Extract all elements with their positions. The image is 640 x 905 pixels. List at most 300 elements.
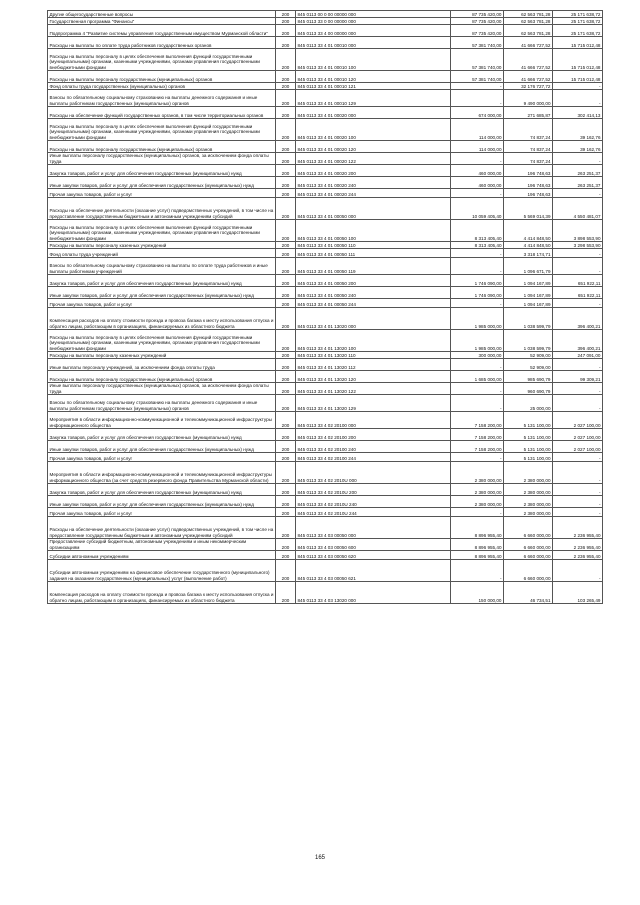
row-code-cell: 200 <box>276 560 296 582</box>
row-approved-cell: 1 985 000,00 <box>451 330 504 352</box>
row-approved-cell: 57 381 740,00 <box>451 37 504 49</box>
row-code-cell: 200 <box>276 242 296 249</box>
row-code-cell: 200 <box>276 258 296 275</box>
row-classification-cell: 845 0113 33 4 01 00050 200 <box>296 275 451 287</box>
row-classification-cell: 845 0113 33 4 01 00050 240 <box>296 287 451 299</box>
table-row <box>48 37 603 49</box>
row-executed-cell: 41 666 727,52 <box>504 71 553 83</box>
table-row <box>48 412 603 429</box>
row-classification-cell: 845 0113 33 4 02 2010U 000 <box>296 462 451 484</box>
row-executed-cell: 74 837,24 <box>504 153 553 165</box>
row-unexecuted-cell: 4 550 481,07 <box>553 198 603 220</box>
row-code-cell: 200 <box>276 37 296 49</box>
row-code-cell: 200 <box>276 18 296 25</box>
row-executed-cell: 2 380 000,00 <box>504 462 553 484</box>
row-approved-cell: 8 313 405,40 <box>451 220 504 242</box>
row-unexecuted-cell: 247 091,00 <box>553 352 603 359</box>
table-row <box>48 371 603 383</box>
row-unexecuted-cell: - <box>553 462 603 484</box>
table-row <box>48 395 603 412</box>
row-unexecuted-cell: - <box>553 484 603 496</box>
row-name-cell: Другие общегосударственные вопросы <box>48 11 276 18</box>
row-name-cell: Расходы на обеспечение деятельности (оказание услуг) подведомственных учреждений, в том числе на предоставление государственным бюджетным и автономным учреждениям субсидий <box>48 517 276 539</box>
row-executed-cell: 46 734,51 <box>504 582 553 604</box>
row-classification-cell: 845 0113 33 4 02 20100 244 <box>296 453 451 462</box>
row-executed-cell: 6 660 000,00 <box>504 517 553 539</box>
row-executed-cell: 2 380 000,00 <box>504 496 553 508</box>
table-row <box>48 275 603 287</box>
row-unexecuted-cell: 99 309,21 <box>553 371 603 383</box>
table-row <box>48 83 603 90</box>
row-executed-cell: 4 414 848,50 <box>504 220 553 242</box>
row-unexecuted-cell: - <box>553 249 603 258</box>
row-approved-cell: - <box>451 560 504 582</box>
row-approved-cell: 1 746 090,00 <box>451 275 504 287</box>
row-unexecuted-cell: 15 715 012,48 <box>553 71 603 83</box>
row-classification-cell: 845 0113 33 4 03 00050 600 <box>296 539 451 551</box>
row-approved-cell: 300 000,00 <box>451 352 504 359</box>
row-code-cell: 200 <box>276 275 296 287</box>
row-classification-cell: 845 0113 33 0 00 00000 000 <box>296 18 451 25</box>
row-approved-cell: 57 381 740,00 <box>451 49 504 71</box>
row-classification-cell: 845 0113 33 4 02 2010U 244 <box>296 508 451 517</box>
table-row <box>48 429 603 441</box>
row-approved-cell: - <box>451 90 504 107</box>
table-row <box>48 453 603 462</box>
row-unexecuted-cell: - <box>553 90 603 107</box>
row-unexecuted-cell: 302 414,13 <box>553 107 603 119</box>
row-executed-cell: 62 563 781,28 <box>504 11 553 18</box>
row-unexecuted-cell: 15 715 012,48 <box>553 37 603 49</box>
row-executed-cell: 1 038 599,79 <box>504 308 553 330</box>
row-classification-cell: 845 0113 33 4 01 00050 244 <box>296 299 451 308</box>
row-executed-cell: 1 094 167,89 <box>504 299 553 308</box>
row-executed-cell: 5 131 100,00 <box>504 429 553 441</box>
row-executed-cell: 74 837,24 <box>504 119 553 141</box>
row-name-cell: Расходы на обеспечение функций государственных органов, в том числе территориальных органов <box>48 107 276 119</box>
table-row <box>48 90 603 107</box>
row-approved-cell: - <box>451 395 504 412</box>
row-executed-cell: 62 563 781,28 <box>504 25 553 37</box>
row-unexecuted-cell: - <box>553 189 603 198</box>
row-code-cell: 200 <box>276 220 296 242</box>
row-code-cell: 200 <box>276 359 296 371</box>
row-unexecuted-cell: 396 400,21 <box>553 330 603 352</box>
table-row <box>48 119 603 141</box>
row-code-cell: 200 <box>276 441 296 453</box>
row-code-cell: 200 <box>276 412 296 429</box>
row-classification-cell: 845 0113 33 4 03 13020 000 <box>296 582 451 604</box>
row-classification-cell: 845 0113 33 4 01 13020 000 <box>296 308 451 330</box>
row-unexecuted-cell: 2 027 100,00 <box>553 441 603 453</box>
row-name-cell: Закупка товаров, работ и услуг для обеспечения государственных (муниципальных) нужд <box>48 165 276 177</box>
row-executed-cell: 5 569 014,39 <box>504 198 553 220</box>
row-name-cell: Расходы на выплаты персоналу государственных (муниципальных) органов <box>48 141 276 153</box>
row-name-cell: Иные выплаты персоналу государственных (муниципальных) органов, за исключением фонда оплаты труда <box>48 383 276 395</box>
table-row <box>48 517 603 539</box>
row-executed-cell: 960 690,79 <box>504 383 553 395</box>
row-name-cell: Субсидии автономным учреждениям на финансовое обеспечение государственного (муниципального) задания на оказание государственных (муниципальных) услуг (выполнение работ) <box>48 560 276 582</box>
row-approved-cell: 7 158 200,00 <box>451 412 504 429</box>
row-name-cell: Фонд оплаты труда государственных (муниципальных) органов <box>48 83 276 90</box>
table-row <box>48 383 603 395</box>
row-classification-cell: 845 0113 33 4 01 00020 200 <box>296 165 451 177</box>
row-executed-cell: 985 690,79 <box>504 371 553 383</box>
row-executed-cell: 52 909,00 <box>504 359 553 371</box>
row-executed-cell: 32 176 727,72 <box>504 83 553 90</box>
table-row <box>48 177 603 189</box>
row-name-cell: Мероприятия в области информационно-коммуникационной и телекоммуникационной инфраструктуры информационного общества <box>48 412 276 429</box>
row-name-cell: Закупка товаров, работ и услуг для обеспечения государственных (муниципальных) нужд <box>48 275 276 287</box>
row-classification-cell: 845 0113 33 4 03 00050 621 <box>296 560 451 582</box>
row-unexecuted-cell: 15 715 012,48 <box>553 49 603 71</box>
row-executed-cell: 2 380 000,00 <box>504 508 553 517</box>
table-row <box>48 25 603 37</box>
row-name-cell: Расходы на выплаты по оплате труда работников государственных органов <box>48 37 276 49</box>
row-approved-cell: 87 735 420,00 <box>451 11 504 18</box>
row-executed-cell: 271 685,87 <box>504 107 553 119</box>
table-row <box>48 141 603 153</box>
table-row <box>48 49 603 71</box>
row-classification-cell: 845 0113 33 4 01 00020 240 <box>296 177 451 189</box>
row-name-cell: Расходы на выплаты персоналу в целях обеспечения выполнения функций государственными (муниципальными) органами, казенными учреждениями, органами управления государственными внебюджетными фондами <box>48 119 276 141</box>
table-row <box>48 484 603 496</box>
row-unexecuted-cell: 2 236 955,40 <box>553 539 603 551</box>
row-code-cell: 200 <box>276 141 296 153</box>
row-name-cell: Мероприятия в области информационно-коммуникационной и телекоммуникационной инфраструктуры информационного общества (за счет средств резервного фонда Правительства Мурманской области) <box>48 462 276 484</box>
row-approved-cell: 8 896 955,40 <box>451 551 504 560</box>
row-classification-cell: 845 0113 33 4 01 13020 120 <box>296 371 451 383</box>
row-unexecuted-cell: 2 027 100,00 <box>553 429 603 441</box>
row-name-cell: Иные закупки товаров, работ и услуг для обеспечения государственных (муниципальных) нужд <box>48 496 276 508</box>
row-approved-cell: 87 735 420,00 <box>451 25 504 37</box>
row-classification-cell: 845 0113 33 4 01 00020 120 <box>296 141 451 153</box>
row-code-cell: 200 <box>276 496 296 508</box>
row-unexecuted-cell: - <box>553 83 603 90</box>
row-classification-cell: 845 0113 33 4 02 2010U 240 <box>296 496 451 508</box>
row-name-cell: Закупка товаров, работ и услуг для обеспечения государственных (муниципальных) нужд <box>48 429 276 441</box>
row-approved-cell: 114 000,00 <box>451 119 504 141</box>
row-unexecuted-cell: 651 922,11 <box>553 275 603 287</box>
row-unexecuted-cell: 25 171 638,72 <box>553 18 603 25</box>
row-executed-cell: 1 096 671,79 <box>504 258 553 275</box>
row-unexecuted-cell: 3 898 553,90 <box>553 220 603 242</box>
row-approved-cell: 460 000,00 <box>451 177 504 189</box>
row-approved-cell: 8 313 405,40 <box>451 242 504 249</box>
table-row <box>48 165 603 177</box>
row-code-cell: 200 <box>276 177 296 189</box>
table-row <box>48 560 603 582</box>
row-name-cell: Предоставление субсидий бюджетным, автономным учреждениям и иным некоммерческим организациям <box>48 539 276 551</box>
row-code-cell: 200 <box>276 198 296 220</box>
row-classification-cell: 845 0113 33 4 01 00050 000 <box>296 198 451 220</box>
row-code-cell: 200 <box>276 330 296 352</box>
row-approved-cell: 460 000,00 <box>451 165 504 177</box>
row-unexecuted-cell: - <box>553 153 603 165</box>
row-classification-cell: 845 0113 33 4 01 13020 122 <box>296 383 451 395</box>
table-row <box>48 153 603 165</box>
row-name-cell: Взносы по обязательному социальному страхованию на выплаты денежного содержания и иные выплаты работникам государственных (муниципальных) органов <box>48 395 276 412</box>
row-name-cell: Расходы на обеспечение деятельности (оказание услуг) подведомственных учреждений, в том числе на предоставление государственным бюджетным и автономным учреждениям субсидий <box>48 198 276 220</box>
row-name-cell: Фонд оплаты труда учреждений <box>48 249 276 258</box>
row-approved-cell: 2 380 000,00 <box>451 484 504 496</box>
row-code-cell: 200 <box>276 582 296 604</box>
row-executed-cell: 41 666 727,52 <box>504 49 553 71</box>
row-executed-cell: 1 038 599,79 <box>504 330 553 352</box>
row-code-cell: 200 <box>276 395 296 412</box>
table-row <box>48 11 603 18</box>
row-executed-cell: 196 748,63 <box>504 165 553 177</box>
row-executed-cell: 52 909,00 <box>504 352 553 359</box>
row-code-cell: 200 <box>276 453 296 462</box>
row-unexecuted-cell: - <box>553 560 603 582</box>
page-number: 165 <box>314 855 325 861</box>
row-code-cell: 200 <box>276 484 296 496</box>
row-approved-cell: 114 000,00 <box>451 141 504 153</box>
row-code-cell: 200 <box>276 429 296 441</box>
table-row <box>48 287 603 299</box>
row-name-cell: Закупка товаров, работ и услуг для обеспечения государственных (муниципальных) нужд <box>48 484 276 496</box>
row-unexecuted-cell: 103 265,49 <box>553 582 603 604</box>
row-approved-cell: - <box>451 359 504 371</box>
row-code-cell: 200 <box>276 11 296 18</box>
table-row <box>48 330 603 352</box>
row-approved-cell: - <box>451 299 504 308</box>
row-approved-cell: 8 896 955,40 <box>451 539 504 551</box>
row-name-cell: Иные выплаты персоналу государственных (муниципальных) органов, за исключением фонда оплаты труда <box>48 153 276 165</box>
row-classification-cell: 845 0113 33 4 01 13020 100 <box>296 330 451 352</box>
row-classification-cell: 845 0113 33 4 01 00050 100 <box>296 220 451 242</box>
row-code-cell: 200 <box>276 299 296 308</box>
row-executed-cell: 6 660 000,00 <box>504 539 553 551</box>
table-row <box>48 441 603 453</box>
row-executed-cell: 74 837,24 <box>504 141 553 153</box>
table-row <box>48 539 603 551</box>
row-unexecuted-cell: - <box>553 359 603 371</box>
row-name-cell: Прочая закупка товаров, работ и услуг <box>48 299 276 308</box>
row-approved-cell: 87 735 420,00 <box>451 18 504 25</box>
row-executed-cell: 1 094 167,89 <box>504 287 553 299</box>
row-code-cell: 200 <box>276 107 296 119</box>
table-row <box>48 582 603 604</box>
row-executed-cell: 5 131 100,00 <box>504 453 553 462</box>
table-row <box>48 508 603 517</box>
row-unexecuted-cell: - <box>553 258 603 275</box>
row-unexecuted-cell: - <box>553 395 603 412</box>
row-unexecuted-cell: 25 171 638,72 <box>553 11 603 18</box>
row-approved-cell: - <box>451 83 504 90</box>
row-classification-cell: 845 0113 33 4 03 00050 000 <box>296 517 451 539</box>
row-name-cell: Взносы по обязательному социальному страхованию на выплаты денежного содержания и иные выплаты работникам государственных (муниципальных) органов <box>48 90 276 107</box>
row-name-cell: Расходы на выплаты персоналу в целях обеспечения выполнения функций государственными (муниципальными) органами, казенными учреждениями, органами управления государственными внебюджетными фондами <box>48 330 276 352</box>
row-classification-cell: 845 0113 33 4 02 20100 200 <box>296 429 451 441</box>
row-classification-cell: 845 0113 33 4 01 00050 110 <box>296 242 451 249</box>
budget-execution-table <box>47 10 603 604</box>
table-row <box>48 220 603 242</box>
row-code-cell: 200 <box>276 25 296 37</box>
row-executed-cell: 3 318 174,71 <box>504 249 553 258</box>
row-name-cell: Взносы по обязательному социальному страхованию на выплаты по оплате труда работников и иные выплаты работникам учреждений <box>48 258 276 275</box>
row-name-cell: Расходы на выплаты персоналу государственных (муниципальных) органов <box>48 71 276 83</box>
row-approved-cell: - <box>451 258 504 275</box>
table-row <box>48 107 603 119</box>
row-unexecuted-cell: 2 236 955,40 <box>553 517 603 539</box>
table-row <box>48 18 603 25</box>
table-row <box>48 496 603 508</box>
row-classification-cell: 845 0113 33 4 01 00020 000 <box>296 107 451 119</box>
row-unexecuted-cell: 2 236 955,40 <box>553 551 603 560</box>
row-code-cell: 200 <box>276 153 296 165</box>
row-approved-cell: - <box>451 383 504 395</box>
row-code-cell: 200 <box>276 508 296 517</box>
row-approved-cell: 2 380 000,00 <box>451 462 504 484</box>
row-name-cell: Прочая закупка товаров, работ и услуг <box>48 189 276 198</box>
row-code-cell: 200 <box>276 287 296 299</box>
row-name-cell: Расходы на выплаты персоналу государственных (муниципальных) органов <box>48 371 276 383</box>
row-code-cell: 200 <box>276 352 296 359</box>
row-code-cell: 200 <box>276 165 296 177</box>
row-name-cell: Иные закупки товаров, работ и услуг для обеспечения государственных (муниципальных) нужд <box>48 177 276 189</box>
row-code-cell: 200 <box>276 371 296 383</box>
row-executed-cell: 9 490 000,00 <box>504 90 553 107</box>
row-code-cell: 200 <box>276 462 296 484</box>
row-unexecuted-cell: 651 922,11 <box>553 287 603 299</box>
row-name-cell: Прочая закупка товаров, работ и услуг <box>48 453 276 462</box>
row-name-cell: Государственная программа "Финансы" <box>48 18 276 25</box>
row-code-cell: 200 <box>276 383 296 395</box>
row-name-cell: Расходы на выплаты персоналу казенных учреждений <box>48 352 276 359</box>
row-name-cell: Компенсация расходов на оплату стоимости проезда и провоза багажа к месту использования отпуска и обратно лицам, работающим в организациях, финансируемых из областного бюджета <box>48 582 276 604</box>
row-approved-cell: - <box>451 249 504 258</box>
row-classification-cell: 845 0113 33 4 01 00020 122 <box>296 153 451 165</box>
table-row <box>48 308 603 330</box>
row-classification-cell: 845 0113 33 4 01 13020 129 <box>296 395 451 412</box>
row-approved-cell: 10 059 405,40 <box>451 198 504 220</box>
row-executed-cell: 2 380 000,00 <box>504 484 553 496</box>
table-row <box>48 462 603 484</box>
row-approved-cell: 2 380 000,00 <box>451 496 504 508</box>
row-classification-cell: 845 0113 33 4 00 00000 000 <box>296 25 451 37</box>
row-code-cell: 200 <box>276 189 296 198</box>
row-unexecuted-cell: - <box>553 496 603 508</box>
row-classification-cell: 845 0113 33 4 02 20100 240 <box>296 441 451 453</box>
row-approved-cell: 150 000,00 <box>451 582 504 604</box>
row-code-cell: 200 <box>276 90 296 107</box>
row-executed-cell: 6 660 000,00 <box>504 560 553 582</box>
row-executed-cell: 25 000,00 <box>504 395 553 412</box>
row-unexecuted-cell: 2 027 100,00 <box>553 412 603 429</box>
row-executed-cell: 5 131 100,00 <box>504 412 553 429</box>
row-executed-cell: 196 748,63 <box>504 189 553 198</box>
row-name-cell: Иные выплаты персоналу учреждений, за исключением фонда оплаты труда <box>48 359 276 371</box>
row-unexecuted-cell: 25 171 638,72 <box>553 25 603 37</box>
row-approved-cell: - <box>451 153 504 165</box>
row-code-cell: 200 <box>276 71 296 83</box>
row-name-cell: Субсидии автономным учреждениям <box>48 551 276 560</box>
row-classification-cell: 845 0113 33 4 01 00010 100 <box>296 49 451 71</box>
table-row <box>48 299 603 308</box>
row-approved-cell: 1 685 000,00 <box>451 371 504 383</box>
row-approved-cell: 7 158 200,00 <box>451 429 504 441</box>
row-code-cell: 200 <box>276 249 296 258</box>
table-body <box>48 11 603 604</box>
row-name-cell: Расходы на выплаты персоналу в целях обеспечения выполнения функций государственными (муниципальными) органами, казенными учреждениями, органами управления государственными внебюджетными фондами <box>48 220 276 242</box>
row-classification-cell: 845 0113 33 4 02 2010U 200 <box>296 484 451 496</box>
row-unexecuted-cell: - <box>553 508 603 517</box>
row-unexecuted-cell: 263 251,37 <box>553 165 603 177</box>
row-classification-cell: 845 0113 00 0 00 00000 000 <box>296 11 451 18</box>
row-unexecuted-cell: 39 162,76 <box>553 141 603 153</box>
row-approved-cell: 1 985 000,00 <box>451 308 504 330</box>
row-code-cell: 200 <box>276 539 296 551</box>
table-row <box>48 189 603 198</box>
table-row <box>48 551 603 560</box>
row-unexecuted-cell: 263 251,37 <box>553 177 603 189</box>
row-approved-cell: - <box>451 508 504 517</box>
table-row <box>48 242 603 249</box>
table-row <box>48 71 603 83</box>
row-executed-cell: 1 094 167,89 <box>504 275 553 287</box>
row-executed-cell: 41 666 727,52 <box>504 37 553 49</box>
row-classification-cell: 845 0113 33 4 01 13020 110 <box>296 352 451 359</box>
row-approved-cell: 57 381 740,00 <box>451 71 504 83</box>
table-row <box>48 258 603 275</box>
row-classification-cell: 845 0113 33 4 01 00010 129 <box>296 90 451 107</box>
row-executed-cell: 196 748,63 <box>504 177 553 189</box>
row-name-cell: Иные закупки товаров, работ и услуг для обеспечения государственных (муниципальных) нужд <box>48 287 276 299</box>
row-classification-cell: 845 0113 33 4 03 00050 620 <box>296 551 451 560</box>
row-executed-cell: 4 414 848,50 <box>504 242 553 249</box>
row-unexecuted-cell: - <box>553 383 603 395</box>
row-classification-cell: 845 0113 33 4 01 00010 121 <box>296 83 451 90</box>
row-classification-cell: 845 0113 33 4 01 00010 000 <box>296 37 451 49</box>
row-unexecuted-cell: 396 400,21 <box>553 308 603 330</box>
row-classification-cell: 845 0113 33 4 01 00010 120 <box>296 71 451 83</box>
row-approved-cell: 8 896 955,40 <box>451 517 504 539</box>
row-approved-cell: 674 000,00 <box>451 107 504 119</box>
row-code-cell: 200 <box>276 83 296 90</box>
row-name-cell: Прочая закупка товаров, работ и услуг <box>48 508 276 517</box>
row-name-cell: Расходы на выплаты персоналу в целях обеспечения выполнения функций государственными (муниципальными) органами, казенными учреждениями, органами управления государственными внебюджетными фондами <box>48 49 276 71</box>
table-row <box>48 359 603 371</box>
row-executed-cell: 5 131 100,00 <box>504 441 553 453</box>
row-code-cell: 200 <box>276 517 296 539</box>
row-name-cell: Компенсация расходов на оплату стоимости проезда и провоза багажа к месту использования отпуска и обратно лицам, работающим в организациях, финансируемых из областного бюджета <box>48 308 276 330</box>
row-classification-cell: 845 0113 33 4 01 00020 100 <box>296 119 451 141</box>
row-executed-cell: 6 660 000,00 <box>504 551 553 560</box>
row-unexecuted-cell: - <box>553 299 603 308</box>
row-code-cell: 200 <box>276 119 296 141</box>
row-classification-cell: 845 0113 33 4 01 00020 244 <box>296 189 451 198</box>
row-approved-cell: - <box>451 453 504 462</box>
row-unexecuted-cell: 39 162,76 <box>553 119 603 141</box>
row-code-cell: 200 <box>276 308 296 330</box>
row-approved-cell: 7 158 200,00 <box>451 441 504 453</box>
table-row <box>48 249 603 258</box>
row-unexecuted-cell: - <box>553 453 603 462</box>
row-approved-cell: 1 746 090,00 <box>451 287 504 299</box>
row-name-cell: Расходы на выплаты персоналу казенных учреждений <box>48 242 276 249</box>
row-executed-cell: 62 563 781,28 <box>504 18 553 25</box>
row-approved-cell: - <box>451 189 504 198</box>
row-code-cell: 200 <box>276 551 296 560</box>
row-unexecuted-cell: 3 298 553,90 <box>553 242 603 249</box>
row-classification-cell: 845 0113 33 4 01 00050 119 <box>296 258 451 275</box>
row-classification-cell: 845 0113 33 4 01 13020 112 <box>296 359 451 371</box>
row-classification-cell: 845 0113 33 4 01 00050 111 <box>296 249 451 258</box>
table-row <box>48 352 603 359</box>
row-classification-cell: 845 0113 33 4 02 20100 000 <box>296 412 451 429</box>
